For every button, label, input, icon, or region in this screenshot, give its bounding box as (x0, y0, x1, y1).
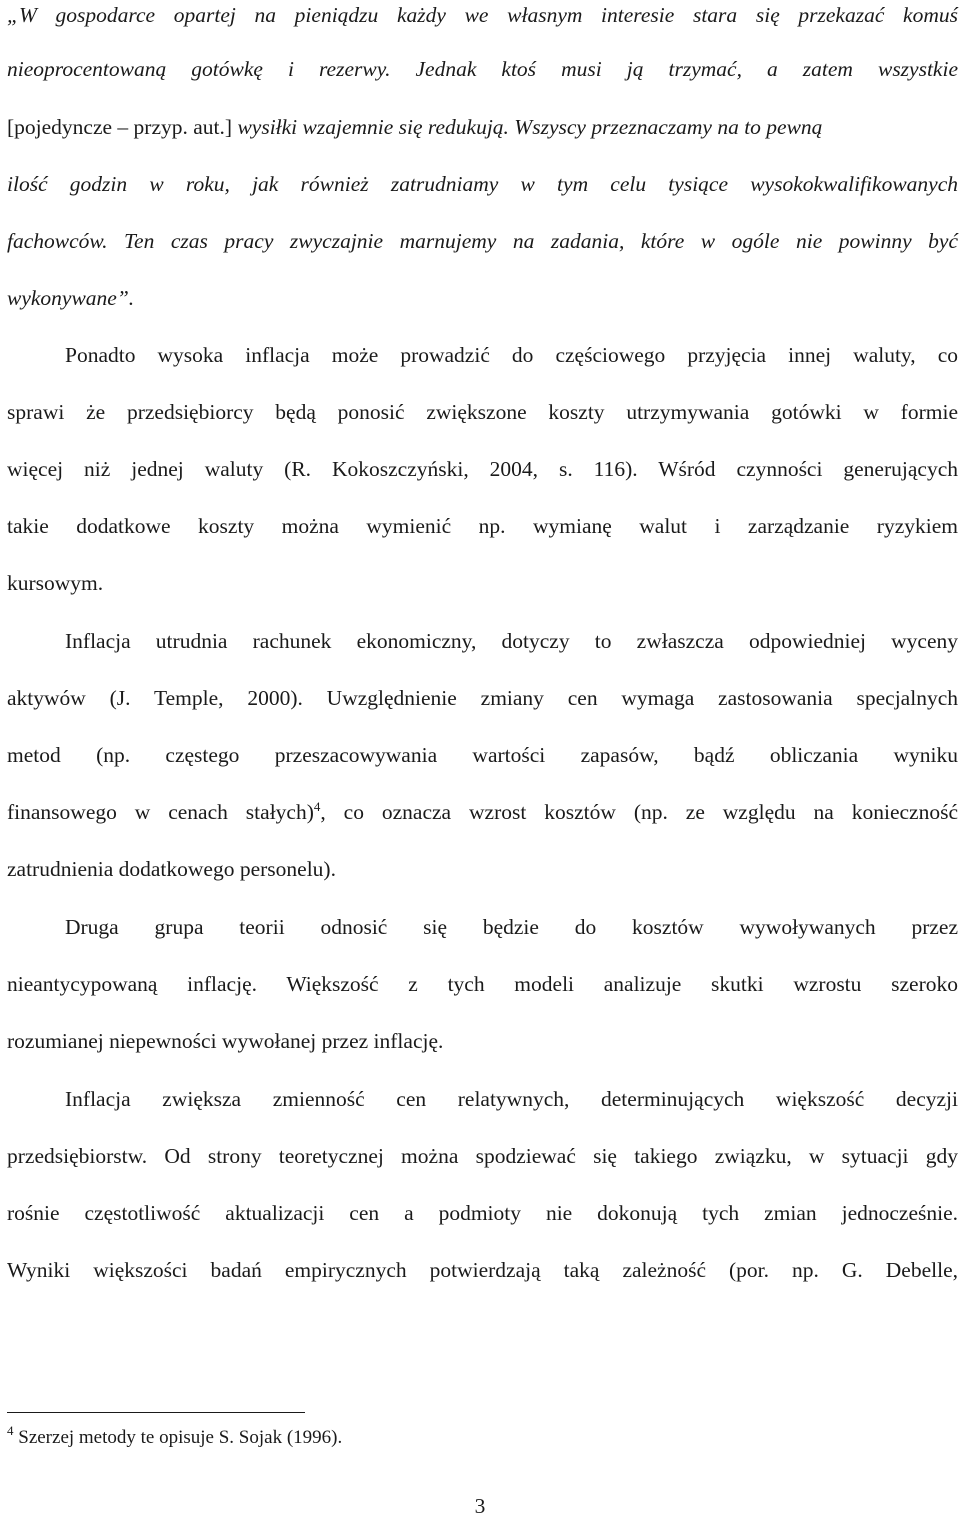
quote-line: fachowców. Ten czas pracy zwyczajnie marnujemy na zadania, które w ogóle nie powinny być (7, 229, 958, 253)
paragraph-line: Inflacja utrudnia rachunek ekonomiczny, dotyczy to zwłaszcza odpowiedniej wyceny (65, 629, 958, 653)
quote-line: nieoprocentowaną gotówkę i rezerwy. Jednak ktoś musi ją trzymać, a zatem wszystkie (7, 57, 958, 81)
paragraph-line: przedsiębiorstw. Od strony teoretycznej można spodziewać się takiego związku, w sytuacji gdy (7, 1144, 958, 1168)
paragraph-line-with-footnote (7, 797, 958, 827)
paragraph-line: nieantycypowaną inflację. Większość z tych modeli analizuje skutki wzrostu szeroko (7, 972, 958, 996)
paragraph-text: finansowego w cenach stałych) (7, 800, 314, 824)
paragraph-line: Inflacja zwiększa zmienność cen relatywnych, determinujących większość decyzji (65, 1087, 958, 1111)
quote-text: wysiłki wzajemnie się redukują. Wszyscy przeznaczamy na to pewną (237, 115, 823, 139)
paragraph-line: Druga grupa teorii odnosić się będzie do kosztów wywoływanych przez (65, 915, 958, 939)
paragraph-line: takie dodatkowe koszty można wymienić np. wymianę walut i zarządzanie ryzykiem (7, 514, 958, 538)
paragraph-line: metod (np. częstego przeszacowywania wartości zapasów, bądź obliczania wyniku (7, 743, 958, 767)
paragraph-text: , co oznacza wzrost kosztów (np. ze względu na konieczność (320, 800, 958, 824)
paragraph-line: Wyniki większości badań empirycznych potwierdzają taką zależność (por. np. G. Debelle, (7, 1258, 958, 1282)
footnote-number: 4 (7, 1423, 14, 1438)
paragraph-line: zatrudnienia dodatkowego personelu). (7, 857, 336, 881)
paragraph-line: sprawi że przedsiębiorcy będą ponosić zwiększone koszty utrzymywania gotówki w formie (7, 400, 958, 424)
footnote (7, 1425, 342, 1451)
quote-line: ilość godzin w roku, jak również zatrudniamy w tym celu tysiące wysokokwalifikowanych (7, 172, 958, 196)
author-insert: [pojedyncze – przyp. aut.] (7, 115, 233, 139)
footnote-text: Szerzej metody te opisuje S. Sojak (1996). (18, 1427, 343, 1448)
paragraph-line: Ponadto wysoka inflacja może prowadzić do częściowego przyjęcia innej waluty, co (65, 343, 958, 367)
quote-line: „W gospodarce opartej na pieniądzu każdy we własnym interesie stara się przekazać komuś (7, 3, 958, 27)
paragraph-line: aktywów (J. Temple, 2000). Uwzględnienie zmiany cen wymaga zastosowania specjalnych (7, 686, 958, 710)
footnote-ref: 4 (313, 799, 321, 814)
page-number: 3 (474, 1494, 486, 1518)
quote-line: wykonywane”. (7, 286, 135, 310)
paragraph-line: rośnie częstotliwość aktualizacji cen a podmioty nie dokonują tych zmian jednocześnie. (7, 1201, 958, 1225)
quote-line-mixed (7, 112, 958, 142)
footnote-separator (7, 1412, 305, 1413)
paragraph-line: więcej niż jednej waluty (R. Kokoszczyński, 2004, s. 116). Wśród czynności generujących (7, 457, 958, 481)
paragraph-line: rozumianej niepewności wywołanej przez inflację. (7, 1029, 444, 1053)
paragraph-line: kursowym. (7, 571, 104, 595)
